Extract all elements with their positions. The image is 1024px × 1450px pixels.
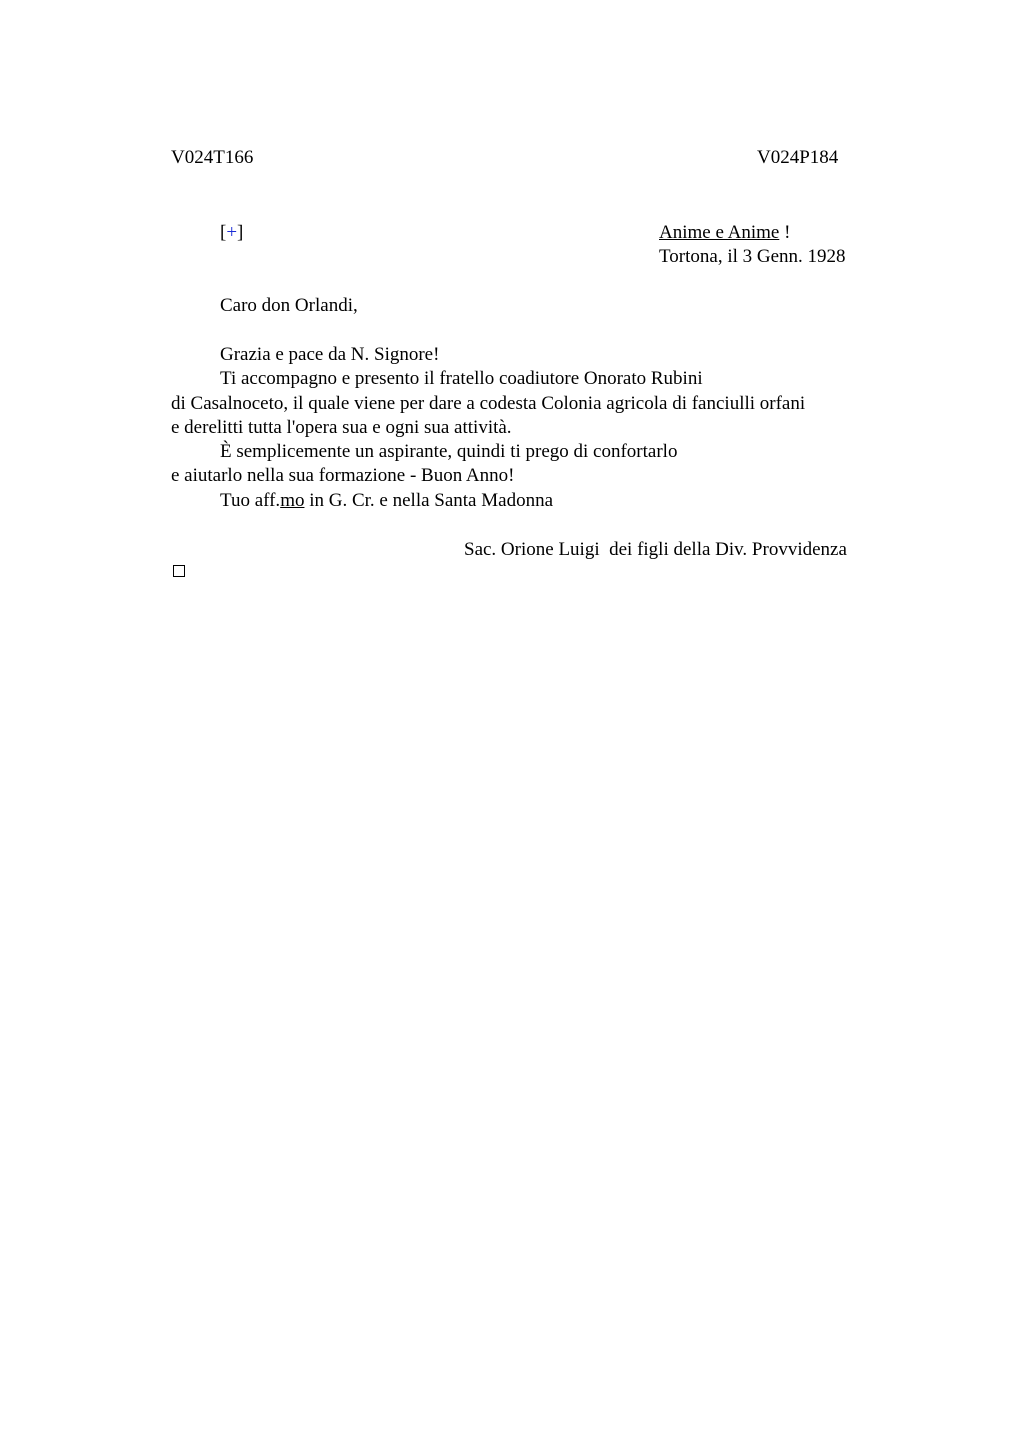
body-line: di Casalnoceto, il quale viene per dare a codesta Colonia agricola di fanciulli orfani bbox=[171, 393, 806, 414]
body-line: e derelitti tutta l'opera sua e ogni sua attività. bbox=[171, 417, 512, 438]
closing-line bbox=[220, 489, 553, 513]
checkbox-icon bbox=[173, 565, 185, 577]
place-date: Tortona, il 3 Genn. 1928 bbox=[659, 246, 846, 267]
motto-text: Anime e Anime bbox=[659, 222, 780, 243]
closing-suffix: in G. Cr. e nella Santa Madonna bbox=[304, 490, 553, 511]
body-line: Grazia e pace da N. Signore! bbox=[220, 344, 440, 365]
motto bbox=[659, 221, 790, 245]
body-line: È semplicemente un aspirante, quindi ti prego di confortarlo bbox=[220, 441, 678, 462]
closing-superscript: mo bbox=[280, 490, 305, 511]
bracket-close: ] bbox=[237, 222, 244, 243]
signature: Sac. Orione Luigi dei figli della Div. Provvidenza bbox=[464, 539, 847, 560]
body-line: e aiutarlo nella sua formazione - Buon Anno! bbox=[171, 465, 515, 486]
cross-mark bbox=[220, 221, 243, 245]
motto-suffix: ! bbox=[779, 222, 791, 243]
cross-icon: + bbox=[226, 222, 238, 243]
right-document-code: V024P184 bbox=[757, 147, 839, 168]
bracket-open: [ bbox=[220, 222, 227, 243]
body-line: Ti accompagno e presento il fratello coadiutore Onorato Rubini bbox=[220, 368, 703, 389]
closing-prefix: Tuo aff. bbox=[220, 490, 281, 511]
left-document-code: V024T166 bbox=[171, 147, 254, 168]
salutation: Caro don Orlandi, bbox=[220, 295, 358, 316]
